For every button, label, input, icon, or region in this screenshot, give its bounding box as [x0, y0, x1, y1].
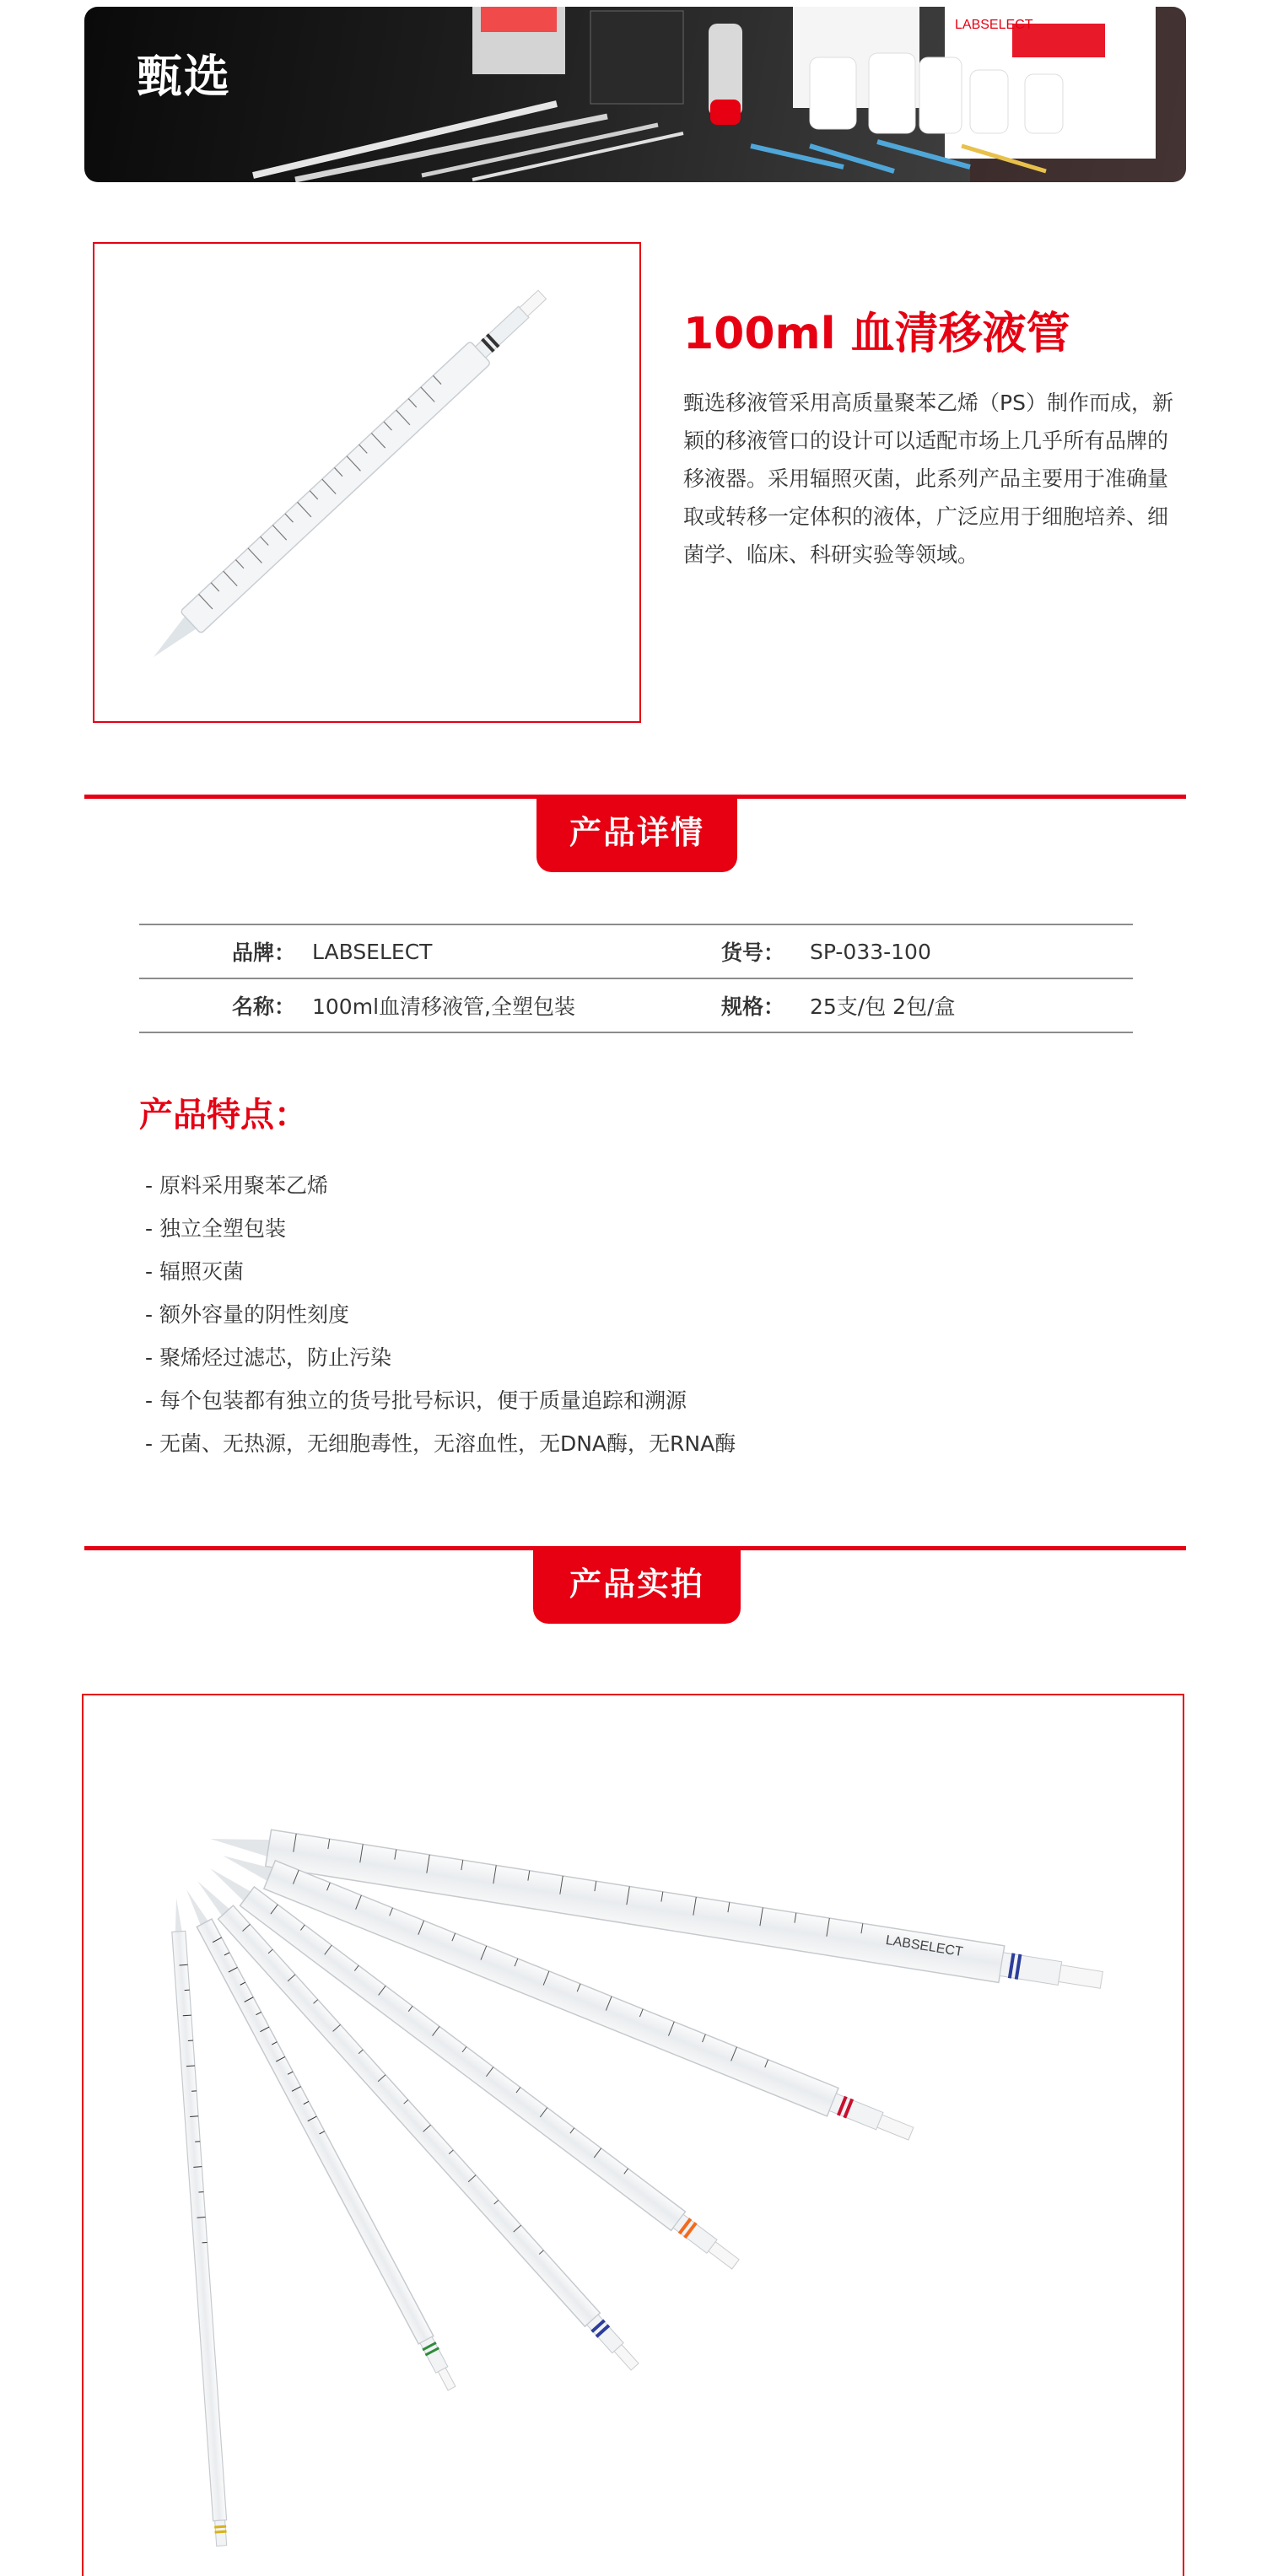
product-image-frame: [93, 242, 641, 723]
spec-label-name: 名称：: [231, 994, 295, 1019]
feature-item: - 辐照灭菌: [145, 1259, 244, 1284]
pipettes-photo: [84, 1695, 1183, 2576]
pipette-product-image: [94, 244, 639, 721]
spec-value-sku: SP-033-100: [810, 939, 931, 964]
spec-value-name: 100ml血清移液管,全塑包装: [312, 994, 575, 1019]
spec-value-spec: 25支/包 2包/盒: [810, 994, 956, 1019]
feature-item: - 无菌、无热源，无细胞毒性，无溶血性，无DNA酶，无RNA酶: [145, 1431, 736, 1456]
features-title: 产品特点：: [139, 1096, 308, 1134]
spec-label-spec: 规格：: [720, 994, 784, 1019]
feature-item: - 每个包装都有独立的货号批号标识，便于质量追踪和溯源: [145, 1388, 687, 1413]
banner-product-illustration: [84, 7, 1186, 182]
product-photo-frame: [82, 1694, 1184, 2576]
product-description: 甄选移液管采用高质量聚苯乙烯（PS）制作而成，新颖的移液管口的设计可以适配市场上几乎所有品牌的移液器。采用辐照灭菌，此系列产品主要用于准确量取或转移一定体积的液体，广泛应用于细胞培养、细菌学、临床、科研实验等领域。: [683, 391, 1173, 568]
brand-logo-text: 甄选: [137, 50, 231, 103]
hero-banner: [84, 7, 1186, 182]
feature-item: - 原料采用聚苯乙烯: [145, 1173, 328, 1198]
banner-box-brand: LABSELECT: [955, 18, 1033, 32]
feature-item: - 聚烯烃过滤芯，防止污染: [145, 1345, 391, 1370]
features-list: [145, 1164, 736, 1465]
feature-item: - 独立全塑包装: [145, 1216, 286, 1241]
pipette-brand-label: LABSELECT: [884, 1932, 964, 1960]
spec-label-brand: 品牌：: [231, 940, 295, 965]
spec-row: [139, 979, 1133, 1033]
spec-table: [139, 924, 1133, 1033]
product-info: [683, 308, 1181, 574]
section-heading-photos: 产品实拍: [533, 1548, 741, 1624]
product-title: 100ml 血清移液管: [683, 309, 1070, 359]
spec-value-brand: LABSELECT: [312, 939, 433, 964]
feature-item: - 额外容量的阴性刻度: [145, 1302, 349, 1327]
section-heading-details: 产品详情: [536, 796, 737, 872]
spec-label-sku: 货号：: [720, 940, 784, 965]
spec-row: [139, 925, 1133, 979]
